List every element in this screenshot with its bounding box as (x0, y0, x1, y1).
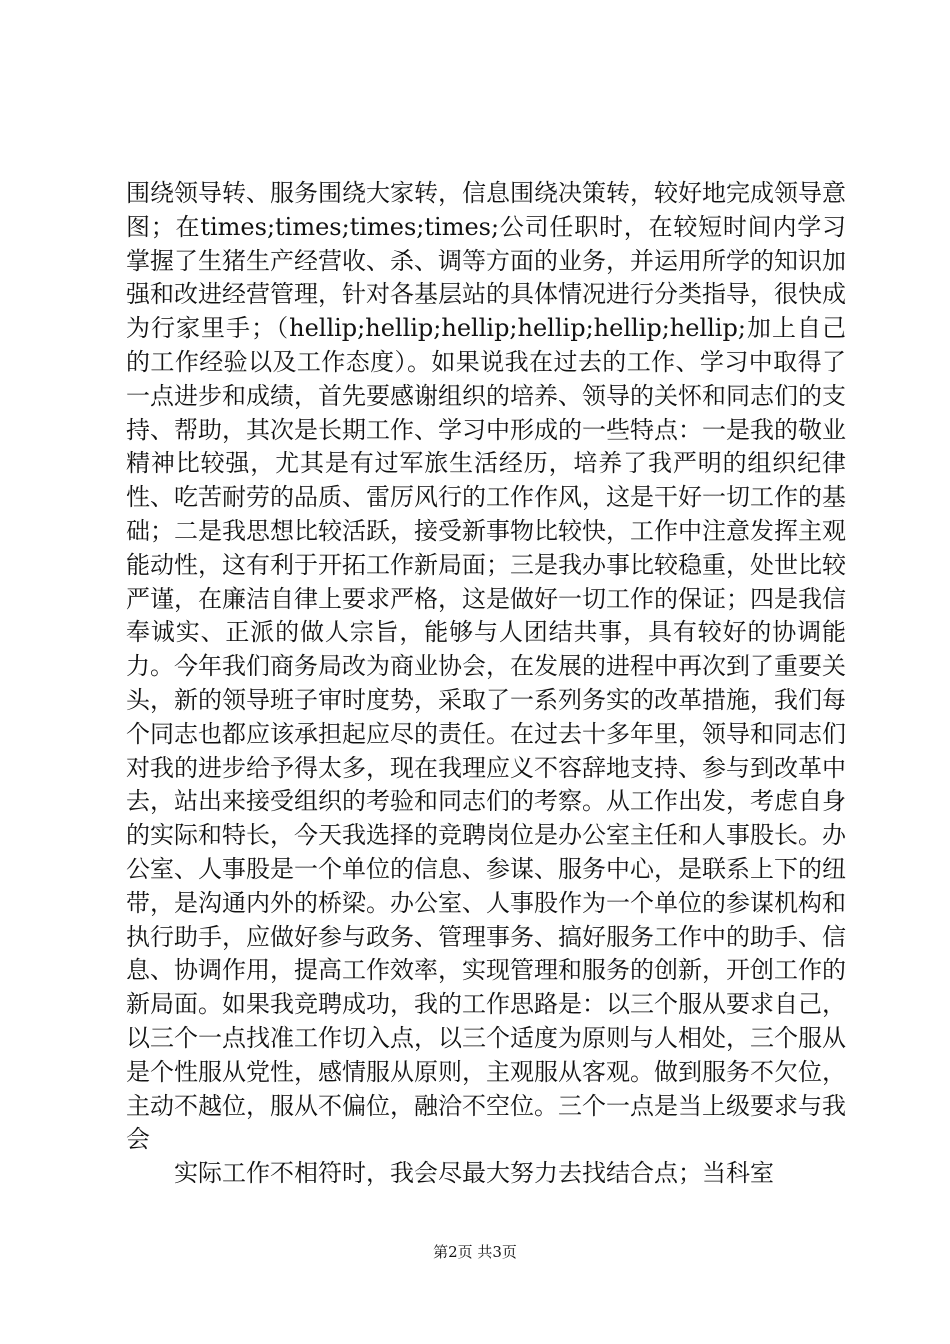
paragraph-2: 实际工作不相符时，我会尽最大努力去找结合点；当科室 (174, 1159, 774, 1188)
body-text (126, 177, 846, 1191)
page-footer: 第2页 共3页 (433, 1243, 517, 1261)
paragraph-1: 围绕领导转、服务围绕大家转，信息围绕决策转，较好地完成领导意图；在times;times;times;times;公司任职时，在较短时间内学习掌握了生猪生产经营收、杀、调等方面的业务，并运用所学的知识加强和改进经营管理，针对各基层站的具体情况进行分类指导，很快成为行家里手；（hellip;hellip;hellip;hellip;hellip;hellip;加上自己的工作经验以及工作态度）。如果说我在过去的工作、学习中取得了一点进步和成绩，首先要感谢组织的培养、领导的关怀和同志们的支持、帮助，其次是长期工作、学习中形成的一些特点：一是我的敬业精神比较强，尤其是有过军旅生活经历，培养了我严明的组织纪律性、吃苦耐劳的品质、雷厉风行的工作作风，这是干好一切工作的基础；二是我思想比较活跃，接受新事物比较快，工作中注意发挥主观能动性，这有利于开拓工作新局面；三是我办事比较稳重，处世比较严谨，在廉洁自律上要求严格，这是做好一切工作的保证；四是我信奉诚实、正派的做人宗旨，能够与人团结共事，具有较好的协调能力。今年我们商务局改为商业协会，在发展的进程中再次到了重要关头，新的领导班子审时度势，采取了一系列务实的改革措施，我们每个同志也都应该承担起应尽的责任。在过去十多年里，领导和同志们对我的进步给予得太多，现在我理应义不容辞地支持、参与到改革中去，站出来接受组织的考验和同志们的考察。从工作出发，考虑自身的实际和特长，今天我选择的竞聘岗位是办公室主任和人事股长。办公室、人事股是一个单位的信息、参谋、服务中心，是联系上下的纽带，是沟通内外的桥梁。办公室、人事股作为一个单位的参谋机构和执行助手，应做好参与政务、管理事务、搞好服务工作中的助手、信息、协调作用，提高工作效率，实现管理和服务的创新，开创工作的新局面。如果我竞聘成功，我的工作思路是：以三个服从要求自己，以三个一点找准工作切入点，以三个适度为原则与人相处，三个服从是个性服从党性，感情服从原则，主观服从客观。做到服务不欠位，主动不越位，服从不偏位，融洽不空位。三个一点是当上级要求与我会 (126, 179, 846, 1154)
